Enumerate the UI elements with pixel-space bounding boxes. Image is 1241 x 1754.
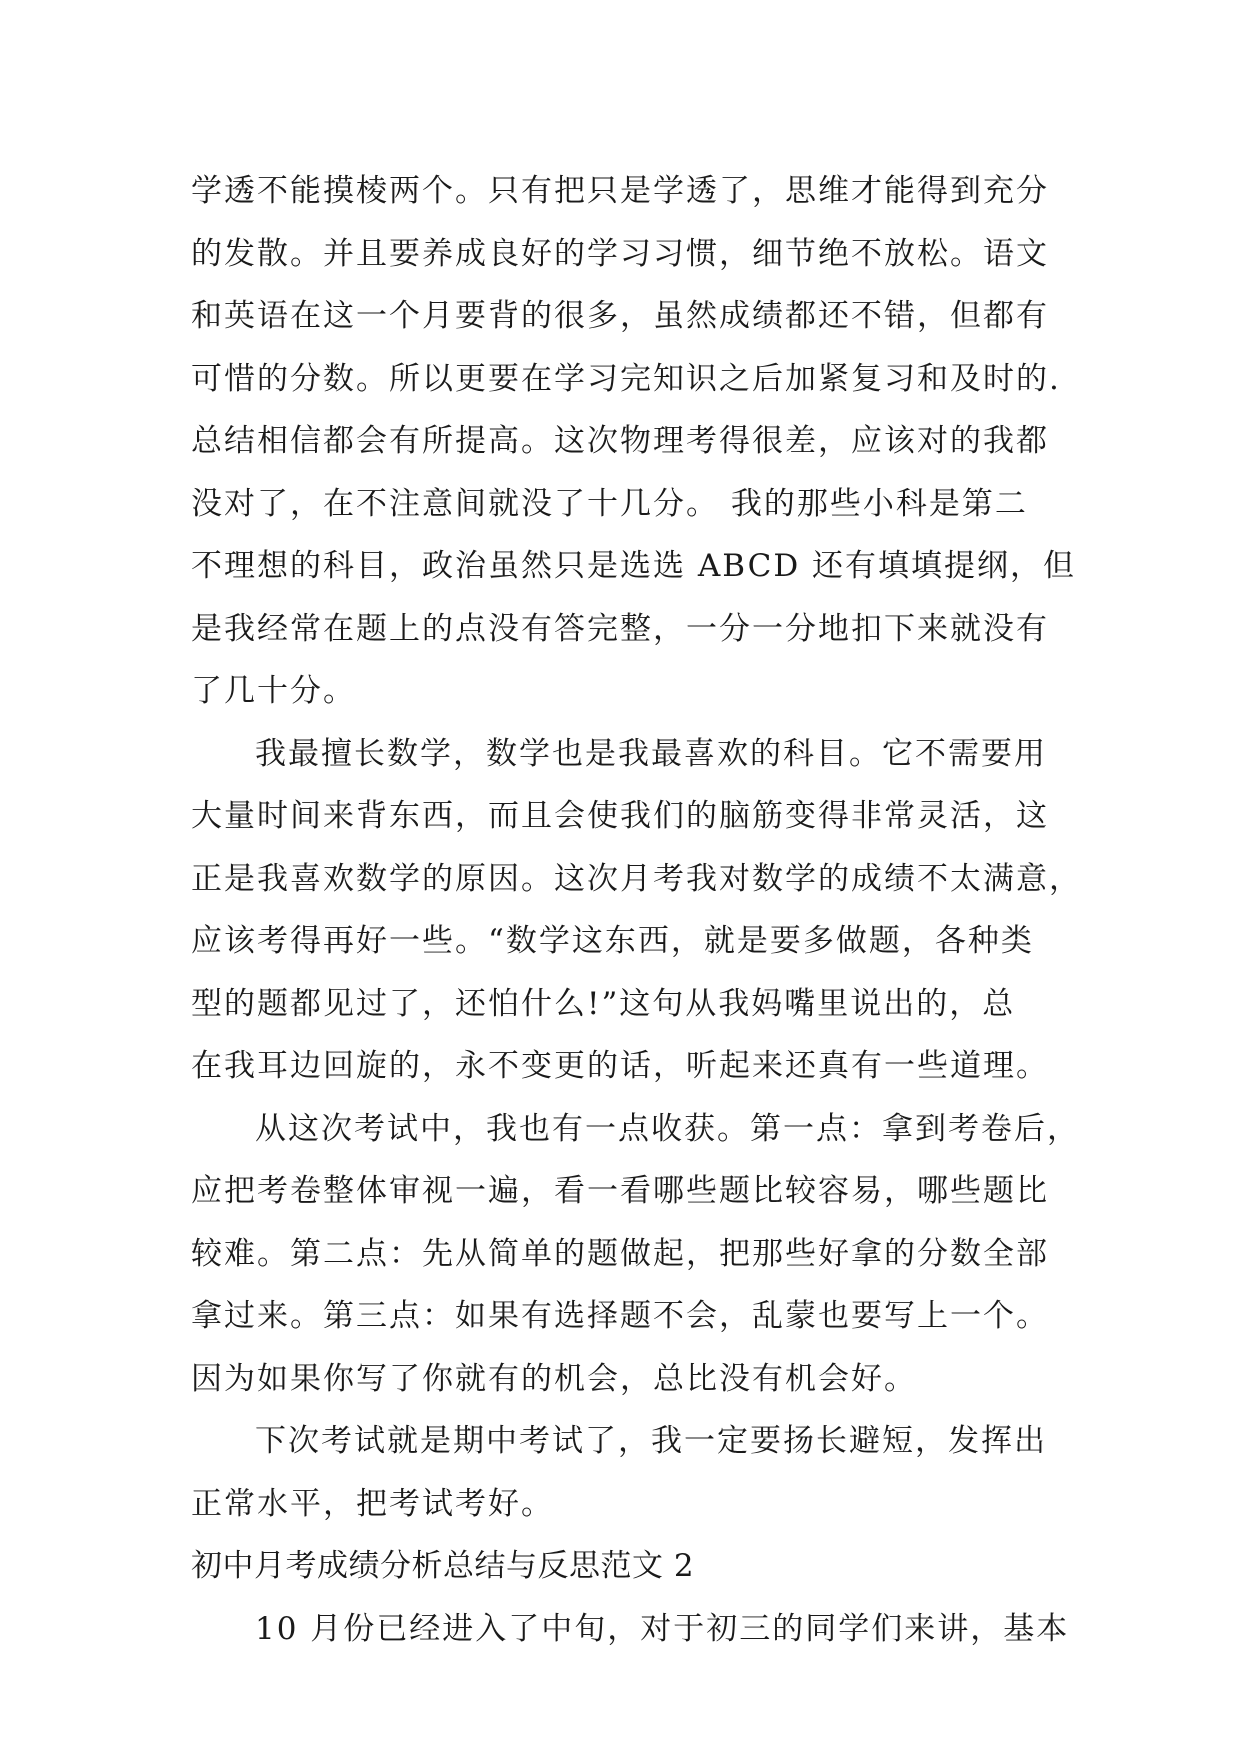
text-line: 和英语在这一个月要背的很多，虽然成绩都还不错，但都有: [191, 298, 1049, 334]
text-line: 可惜的分数。所以更要在学习完知识之后加紧复习和及时的.: [191, 360, 1061, 397]
text-line: 从这次考试中，我也有一点收获。第一点：拿到考卷后，: [255, 1110, 1080, 1147]
text-line: 的发散。并且要养成良好的学习习惯，细节绝不放松。语文: [191, 235, 1049, 272]
document-body: [191, 160, 1082, 1660]
text-line: 大量时间来背东西，而且会使我们的脑筋变得非常灵活，这: [191, 798, 1049, 834]
paragraph: [191, 1410, 1071, 1535]
paragraph: [191, 1098, 1080, 1411]
paragraph: [191, 723, 1082, 1098]
text-line: 下次考试就是期中考试了，我一定要扬长避短，发挥出: [255, 1423, 1047, 1459]
text-line: 是我经常在题上的点没有答完整，一分一分地扣下来就没有: [191, 610, 1049, 647]
text-line: 不理想的科目，政治虽然只是选选 ABCD 还有填填提纲，但: [191, 548, 1077, 584]
section-heading: [191, 1535, 1071, 1598]
text-line: 在我耳边回旋的，永不变更的话，听起来还真有一些道理。: [191, 1048, 1049, 1084]
text-line: 没对了，在不注意间就没了十几分。 我的那些小科是第二: [191, 485, 1028, 522]
text-line: 10 月份已经进入了中旬，对于初三的同学们来讲，基本: [255, 1610, 1070, 1647]
text-line: 我最擅长数学，数学也是我最喜欢的科目。它不需要用: [255, 735, 1047, 772]
text-line: 正常水平，把考试考好。: [191, 1485, 554, 1522]
text-line: 较难。第二点：先从简单的题做起，把那些好拿的分数全部: [191, 1235, 1049, 1272]
paragraph: [191, 160, 1077, 723]
text-line: 拿过来。第三点：如果有选择题不会，乱蒙也要写上一个。: [191, 1298, 1049, 1334]
paragraph: [191, 1598, 1071, 1661]
text-line: 了几十分。: [191, 673, 356, 709]
text-line: 总结相信都会有所提高。这次物理考得很差，应该对的我都: [191, 423, 1049, 459]
text-line: 型的题都见过了，还怕什么!”这句从我妈嘴里说出的，总: [191, 985, 1016, 1022]
text-line: 应该考得再好一些。“数学这东西，就是要多做题，各种类: [191, 923, 1034, 959]
text-line: 学透不能摸棱两个。只有把只是学透了，思维才能得到充分: [191, 173, 1049, 209]
text-line: 应把考卷整体审视一遍，看一看哪些题比较容易，哪些题比: [191, 1173, 1049, 1209]
section-heading-text: 初中月考成绩分析总结与反思范文 2: [191, 1548, 695, 1584]
text-line: 因为如果你写了你就有的机会，总比没有机会好。: [191, 1360, 917, 1397]
text-line: 正是我喜欢数学的原因。这次月考我对数学的成绩不太满意，: [191, 860, 1082, 897]
